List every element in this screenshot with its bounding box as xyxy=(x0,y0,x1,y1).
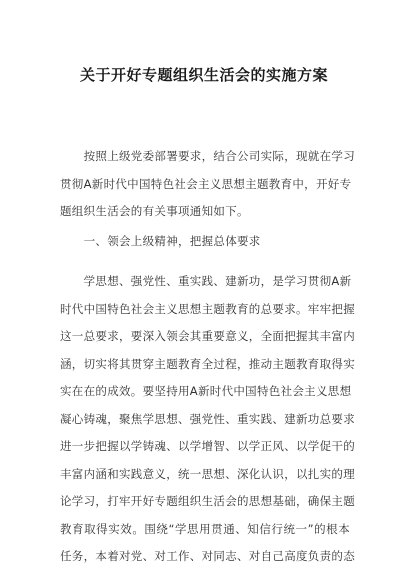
paragraph-line: 实在在的成效。要坚持用A新时代中国特色社会主义思想 xyxy=(60,384,352,398)
paragraph-line: 进一步把握以学铸魂、以学增智、以学正风、以学促干的 xyxy=(60,439,355,453)
paragraph-line: 这一总要求，要深入领会其重要意义，全面把握其丰富内 xyxy=(60,329,355,343)
paragraph-line: 题组织生活会的有关事项通知如下。 xyxy=(60,204,249,218)
heading-line: 一、领会上级精神，把握总体要求 xyxy=(60,234,261,248)
paragraph-line: 教育取得实效。围绕“学思用贯通、知信行统一”的根本 xyxy=(60,521,350,536)
body-paragraph xyxy=(60,268,355,571)
paragraph-line: 论学习，打牢开好专题组织生活会的思想基础，确保主题 xyxy=(60,494,355,508)
paragraph-line: 贯彻A新时代中国特色社会主义思想主题教育中，开好专 xyxy=(60,176,352,191)
paragraph-line: 按照上级党委部署要求，结合公司实际，现就在学习 xyxy=(60,149,355,163)
paragraph-line: 凝心铸魂，聚焦学思想、强党性、重实践、建新功总要求 xyxy=(60,411,355,426)
document-title: 关于开好专题组织生活会的实施方案 xyxy=(79,66,328,84)
section-heading xyxy=(60,228,350,256)
paragraph-line: 涵，切实将其贯穿主题教育全过程，推动主题教育取得实 xyxy=(60,356,355,371)
paragraph-line: 时代中国特色社会主义思想主题教育的总要求。牢牢把握 xyxy=(60,301,355,316)
intro-paragraph xyxy=(60,143,355,226)
paragraph-line: 任务，本着对党、对工作、对同志、对自己高度负责的态 xyxy=(60,549,355,563)
paragraph-line: 丰富内涵和实践意义，统一思想、深化认识，以扎实的理 xyxy=(60,466,355,481)
paragraph-line: 学思想、强党性、重实践、建新功，是学习贯彻A新 xyxy=(60,274,352,288)
